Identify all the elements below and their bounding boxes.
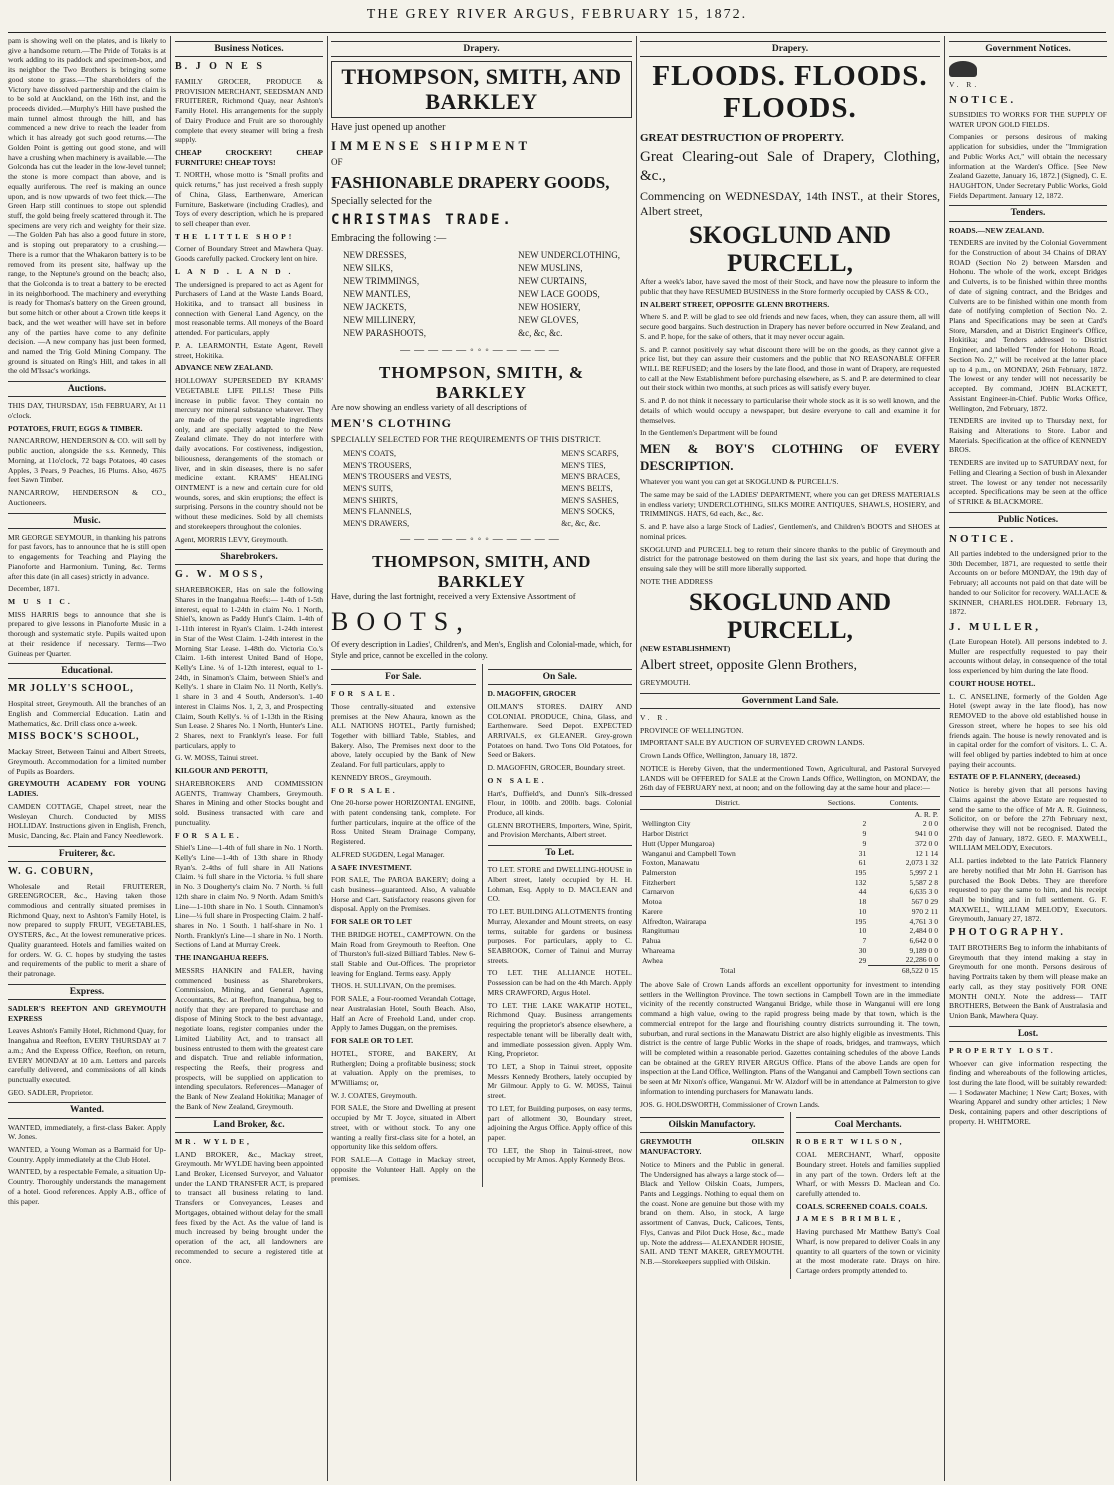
tender-3: TENDERS are invited up to SATURDAY next, for Felling and Clearing a Section of bush in Alexander street. The lowest or any tender not necessarily accepted. Specifications may be seen at the office of STRIKE & BLACKMORE. <box>949 458 1107 506</box>
property-lost-body: Whoever can give information respecting the finding and whereabouts of the following articles, lost during the late flood, will be suitably rewarded:— 1 Sodawater Machine; 1 New Cart; Boxes, with Wearing Apparel and sundry other articles; 1 New Desk, containing papers and other descriptions of property. H. WHITMORE. <box>949 1058 1107 1126</box>
table-row <box>640 829 940 839</box>
forsale-4: FOR SALE, a Four-roomed Verandah Cottage, near Australasian Hotel, South Beach. Also, Half an Acre of Freehold Land, under crop. Apply to James Duggan, on the premises. <box>331 994 476 1033</box>
drapery-list-left <box>343 249 426 340</box>
oilskin-title: GREYMOUTH OILSKIN MANUFACTORY. <box>640 1137 784 1157</box>
crockery-title: CHEAP CROCKERY! CHEAP FURNITURE! CHEAP TOYS! <box>175 147 323 167</box>
auction-signature: NANCARROW, HENDERSON & CO., Auctioneers. <box>8 488 166 507</box>
wanted-ad: WANTED, by a respectable Female, a situation Up-Country. Thoroughly understands the management of a hotel. Good references. Apply A.B., office of this paper. <box>8 1167 166 1206</box>
list-item: MEN'S FLANNELS, <box>343 507 412 517</box>
to-let-ad: TO LET. STORE and DWELLING-HOUSE in Albert street, lately occupied by H. H. Lohman, Esq. Apply to D. MACLEAN and CO. <box>487 865 632 904</box>
forsale-let-signature: THOS. H. SULLIVAN, On the premises. <box>331 981 456 991</box>
table-row <box>640 878 940 888</box>
stock-paragraph: S. and P. do not think it necessary to particularise their whole stock as it is so well known, and the details of which would occupy a newspaper, but desire everyone to call and examine it for themselves. <box>640 396 940 425</box>
sections-cell: 7 <box>862 936 867 946</box>
land-title: L A N D . L A N D . <box>175 266 294 276</box>
sections-cell: 30 <box>858 945 867 955</box>
list-item: NEW MUSLINS, <box>518 262 583 273</box>
district-cell: Wellington City <box>642 819 691 829</box>
sections-cell: 9 <box>862 829 867 839</box>
list-item: MEN'S SASHES, <box>561 495 619 505</box>
clearing-out-line: Great Clearing-out Sale of Drapery, Clothing, &c., <box>640 149 940 184</box>
table-header: District. <box>640 796 815 809</box>
clothing-list-left <box>343 448 451 529</box>
sections-cell: 29 <box>858 955 867 965</box>
list-item: NEW PARASHOOTS, <box>343 328 427 339</box>
sections-cell: 31 <box>858 848 867 858</box>
fruiterer-body: Wholesale and Retail FRUITERER, GREENGROCER, &c., Having taken those commodious and centrally situated premises in Richmond Quay, next to Ashton's Family Hotel, is now prepared to supply FRUIT, VEGETABLES, OYSTERS, &c., At the lowest remunerative prices. Quality guaranteed. Hotels and families waited on for orders. W. G. C. hopes by studying the tastes and requirements of the public to merit a share of their patronage. <box>8 881 166 979</box>
list-item: NEW JACKETS, <box>343 302 407 313</box>
column-5 <box>949 36 1107 1481</box>
contents-cell: 2,484 0 0 <box>909 926 938 936</box>
sharebrokers-heading: Sharebrokers. <box>175 549 323 565</box>
moss-body: SHAREBROKER, Has on sale the following Shares in the Inangahua Reefs:— 1-4th of 1-5th interest, equal to 1-24th in claim No. 1 North, Shiel's, known as Paddy Hunt's Claim. 1-4th of 1-11th interest in Ryan's Claim. 1-24th interest in Star of the West Claim. 1-24th interest in the Morning Star Lease. 1-48th do. Victoria Co.'s Claim. 1-6th interest United Band of Hope, Kelly's Line. ¼ of 1-12th interest, equal to 1-24th, in Sinamon's Claim, between Shiel's and Kelly's. 1 share in Claim No. 11 North, Kelly's. 1 share in 3 and 4 South, Anderson's. 1-40 interest in Claims Nos. 1, 2, 3, and Prospecting Claim, South Kelly's. ¼ of 1-13th in the Rising Sun Lease. 2 Shares No. 1 North, Hunter's Line. 2 Shares, next to Franklyn's lease. For full particulars, apply to <box>175 585 323 750</box>
photography-body: TAIT BROTHERS Beg to inform the inhabitants of Greymouth that they intend making a stay in Greymouth for one month. Persons desirous of having Portraits taken by them will please make an early call, as they stay positively FOR ONE MONTH ONLY. Note the address— TAIT BROTHERS, Between the Bank of Australasia and Union Bank, Mawhera Quay. <box>949 942 1107 1020</box>
express-signature: GEO. SADLER, Proprietor. <box>8 1087 94 1097</box>
column-divider <box>327 36 328 1481</box>
express-title: SADLER'S REEFTON AND GREYMOUTH EXPRESS <box>8 1003 166 1023</box>
of-line: OF <box>331 157 343 168</box>
wanted-heading: Wanted. <box>8 1102 166 1118</box>
list-item: MEN'S TROUSERS and VESTS, <box>343 472 452 482</box>
music-notice-2-title: M U S I C. <box>8 596 73 606</box>
column-3 <box>331 36 632 1481</box>
clothing-heading: MEN & BOY'S CLOTHING OF EVERY DESCRIPTION. <box>640 441 940 473</box>
list-item: &c, &c, &c. <box>561 518 601 528</box>
school-1-title: MR JOLLY'S SCHOOL, <box>8 683 134 695</box>
wylde-title: MR. WYLDE, <box>175 1136 252 1146</box>
district-cell: Alfredton, Wairarapa <box>642 916 707 926</box>
list-item: NEW CURTAINS, <box>518 276 587 287</box>
district-cell: Awhea <box>642 955 663 965</box>
land-signature: P. A. LEARMONTH, Estate Agent, Revell street, Hokitika. <box>175 340 323 360</box>
court-title: COURT HOUSE HOTEL. <box>949 678 1036 688</box>
sections-cell: 195 <box>854 916 867 926</box>
column-divider <box>636 36 637 1481</box>
advance-signature: Agent, MORRIS LEVY, Greymouth. <box>175 534 288 544</box>
kilgour-title: KILGOUR AND PEROTTI, <box>175 766 268 776</box>
auction-title: POTATOES, FRUIT, EGGS & TIMBER. <box>8 423 143 433</box>
district-cell: Palmerston <box>642 868 677 878</box>
showing-line: Are now showing an endless variety of all descriptions of <box>331 402 527 413</box>
thanks-paragraph: SKOGLUND and PURCELL beg to return their sincere thanks to the public of Greymouth and district for the patronage bestowed on them during the last six years, and hope that during the ensuing sale they will be still more liberally supported. <box>640 544 940 574</box>
clothing-list-right <box>561 448 620 529</box>
lower-ads <box>640 1112 940 1279</box>
contents-cell: 941 0 0 <box>915 829 938 839</box>
fruiterer-heading: Fruiterer, &c. <box>8 846 166 862</box>
boots-description: Of every description in Ladies', Children's, and Men's, English and Colonial-made, which, for Style and price, cannot be excelled in the colony. <box>331 640 632 660</box>
district-cell: Carnarvon <box>642 887 675 897</box>
list-item: MEN'S SHIRTS, <box>343 495 398 505</box>
province-line: PROVINCE OF WELLINGTON. <box>640 725 744 735</box>
music-heading: Music. <box>8 513 166 529</box>
land-broker-heading: Land Broker, &c. <box>175 1117 323 1133</box>
contents-cell: 4,761 3 0 <box>909 916 938 926</box>
photography-title: PHOTOGRAPHY. <box>949 927 1066 939</box>
sections-cell: 132 <box>854 877 867 887</box>
table-header: Contents. <box>868 796 940 809</box>
drapery-heading-2: Drapery. <box>640 41 940 57</box>
list-item: MEN'S BELTS, <box>561 484 613 494</box>
tenders-heading: Tenders. <box>949 205 1107 221</box>
advance-body: HOLLOWAY SUPERSEDED BY KRAMS' VEGETABLE LIFE PILLS! These Pills increase in public favor. They contain no mercury nor mineral substance whatever. They are made of the purest vegetable ingredients only, and are specially adapted to the New Zealand climate. They do not interfere with daily avocations. For costiveness, indigestion, biliousness, derangements of the stomach or liver, and in skin diseases, there is no safer medicine extant. KRAMS' HEALING OINTMENT is a new and certain cure for old wounds, sores, and skin eruptions; the effect is surprising. Persons in the country should not be without these medicines. Sold by all chemists and storekeepers throughout the colonies. <box>175 376 323 531</box>
land-table-body <box>640 819 940 965</box>
land-sale-body: The above Sale of Crown Lands affords an excellent opportunity for investment to intending settlers in the Wellington Province. The town sections in Campbell Town are in the immediate vicinity of the recently constructed Wanganui Bridge, while those in Wanganui will ere long command a high value, owing to the rapid progress being made by that town, which is the commercial entrepot for the large and flourishing country districts surrounding it. The town, suburban, and rural sections in the Manawatu District are also highly eligible as investments. This district is the centre of large Public Works in the shape of roads, bridges, and tramways, which will be completed within a reasonable period. Gazettes containing schedules of the above Lands can be obtained at the GREY RIVER ARGUS Office. Plans of the above Lands are open for inspection at the Land Office, Wellington. Plans of the Wanganui and Campbell Town sections can be seen at Mr Nixon's office, Wanganui. Mr W. Alzdorf will be in attendance at Palmerston to give information to intending purchasers for Manawatu lands. <box>640 979 940 1096</box>
tsb-heading-2: THOMPSON, SMITH, & BARKLEY <box>378 363 584 402</box>
forsale-7: FOR SALE—A Cottage in Mackay street, opposite the Volunteer Hall. Apply on the premises. <box>331 1154 476 1184</box>
express-heading: Express. <box>8 984 166 1000</box>
district-cell: Harbor District <box>642 829 689 839</box>
magoffin-signature: D. MAGOFFIN, GROCER, Boundary street. <box>487 763 626 773</box>
little-shop-title: THE LITTLE SHOP! <box>175 231 295 241</box>
forsale-5-title: FOR SALE OR TO LET. <box>331 1036 414 1046</box>
estate-body: Notice is hereby given that all persons having Claims against the above Estate are requested to send the same to the office of Mr A. R. Guinness, Solicitor, on or before the 27th February next, otherwise they will not be recognised. Dated the 27th day of January, 1872. GEO. F. MAXWELL, WILLIAM MELODY, Executors. <box>949 785 1107 853</box>
list-item: &c, &c, &c. <box>518 328 563 339</box>
discount-paragraph: S. and P. cannot positively say what discount there will be on the goods, as they cannot give a price list, but they can assure their customers and the public that NO REASONABLE OFFER WILL BE REFUSED; and the losers by the late flood, and those in want of Drapery, are requested to call at the New Establishment before purchasing elsewhere, as S. and P. are determined to clear out their stock within two months, at such prices as will satisfy every buyer. <box>640 344 940 393</box>
forsale-2-signature: ALFRED SUGDEN, Legal Manager. <box>331 849 445 859</box>
vr-line: V. R. <box>640 712 671 722</box>
column-4 <box>640 36 940 1481</box>
table-row <box>640 955 940 965</box>
district-cell: Wanganui and Campbell Town <box>642 848 736 858</box>
wylde-body: LAND BROKER, &c., Mackay street, Greymouth. Mr WYLDE having been appointed Land Broker, Licensed Surveyor, and Valuator under the LAND TRANSFER ACT, is prepared to transact all business relating to land. Transfers or Conveyances, Leases and Mortgages, obtained without delay for the small fees fixed by the Act. As the value of land is much increased by being brought under the operation of the act, all landowners are recommended to secure a registered title at once. <box>175 1149 323 1266</box>
embracing-line: Embracing the following :— <box>331 233 447 245</box>
clothing-list <box>331 448 632 529</box>
total-value: 68,522 0 15 <box>868 966 940 976</box>
albert-street-line: IN ALBERT STREET, OPPOSITE GLENN BROTHERS. <box>640 299 830 309</box>
column-divider <box>170 36 171 1481</box>
column-2 <box>175 36 323 1481</box>
boots-paragraph: S. and P. have also a large Stock of Ladies', Gentlemen's, and Children's BOOTS and SHOES at nominal prices. <box>640 522 940 541</box>
contents-cell: 372 0 0 <box>915 838 938 848</box>
masthead-rule <box>8 32 1106 33</box>
notice-title: NOTICE. <box>949 93 1017 106</box>
onsale-2-title: ON SALE. <box>487 775 547 785</box>
important-line: IMPORTANT SALE BY AUCTION OF SURVEYED CROWN LANDS. <box>640 738 865 748</box>
district-cell: Whareama <box>642 945 675 955</box>
school-1-body: Hospital street, Greymouth. All the branches of an English and Commercial Education. Latin and Mathematics, &c. Drill class once a-week. <box>8 699 166 728</box>
to-let-ad: TO LET, the Shop in Tainui-street, now occupied by Mr Amos. Apply Kennedy Bros. <box>487 1145 632 1165</box>
whatever-line: Whatever you want you can get at SKOGLUND & PURCELL'S. <box>640 477 839 487</box>
christmas-line: CHRISTMAS TRADE. <box>331 212 514 229</box>
forsale-let-title: FOR SALE OR TO LET <box>331 917 412 927</box>
drapery-heading: Drapery. <box>331 41 632 57</box>
oilskin-body: Notice to Miners and the Public in general. The Undersigned has always a large stock of— Black and Yellow Oilskin Coats, Jumpers, Pants and Leggings. Nothing to equal them on the coast. None are genuine but those with my brand on them. Also, in stock, A large assortment of Canvas, Duck, Calicoes, Tents, Flys, Canvas and Pilot Duck Hose, &c., made up. Note the address— ALEXANDER HOSIE, SAIL AND TENT MAKER, GREYMOUTH. N.B.—Storekeepers supplied with Oilskin. <box>640 1159 784 1267</box>
immense-line: IMMENSE SHIPMENT <box>331 137 532 153</box>
contents-cell: 2,073 1 32 <box>905 858 938 868</box>
onsale-2-signature: GLENN BROTHERS, Importers, Wine, Spirit, and Provision Merchants, Albert street. <box>487 820 632 840</box>
list-item: MEN'S TIES, <box>561 460 606 470</box>
wanted-ad: WANTED, immediately, a first-class Baker. Apply W. Jones. <box>8 1122 166 1142</box>
forsale-5-signature: W. J. COATES, Greymouth. <box>331 1090 417 1100</box>
where-paragraph: Where S. and P. will be glad to see old friends and new faces, when, they can assure them, all will secure good bargains. Such destruction in Drapery has never before occurred in New Zealand, and S. and P. hope, for the sake of others, that it may never occur again. <box>640 312 940 341</box>
forsale-1-title: FOR SALE. <box>331 689 398 699</box>
contents-cell: 22,286 0 0 <box>905 955 938 965</box>
office-line: Crown Lands Office, Wellington, January 18, 1872. <box>640 751 798 761</box>
list-item: NEW DRESSES, <box>343 249 407 260</box>
roads-title: ROADS.—NEW ZEALAND. <box>949 225 1045 235</box>
music-notice-1: MR GEORGE SEYMOUR, in thanking his patrons for past favors, has to announce that he is still open to engagements for Teaching and Playing the Pianoforte and Harmonium. Tuning, &c. Terms after this date (in all cases) strictly in advance. <box>8 532 166 581</box>
table-row <box>640 907 940 917</box>
jones-title: B. J O N E S <box>175 61 265 73</box>
list-item: NEW TRIMMINGS, <box>343 276 420 287</box>
brimble-title: JAMES BRIMBLE, <box>796 1214 904 1224</box>
contents-cell: 2 0 0 <box>922 819 938 829</box>
total-label: Total <box>719 965 736 975</box>
after-paragraph: After a week's labor, have saved the most of their Stock, and have now the pleasure to inform the public that they have RESUMED BUSINESS in the Store formerly occupied by CASS & CO., <box>640 277 940 296</box>
column-1 <box>8 36 166 1481</box>
court-body: L. C. ANSELINE, formerly of the Golden Age Hotel (swept away in the late flood), has now REMOVED to the above old established house in Gresson street, where he hopes to see his old friends again. The house is newly renovated and is in capital order for the comfort of visitors. L. C. A. will feel obliged by parties indebted to him at once paying their accounts. <box>949 691 1107 769</box>
contents-cell: 6,635 3 0 <box>909 887 938 897</box>
forsale-1-body: Those centrally-situated and extensive premises at the New Ahaura, known as the ALL NATIONS HOTEL, Partly furnished; Together with billiard Table, Stables, and Bakery. Also, The Premises next door to the above, lately occupied by the Bank of New Zealand. For full particulars, apply to <box>331 701 476 770</box>
school-3-body: CAMDEN COTTAGE, Chapel street, near the Wesleyan Church. Conducted by MISS HOLLIDAY. Instructions given in English, French, Music, Dancing, &c. Plain and Fancy Needlework. <box>8 801 166 840</box>
contents-cell: 567 0 29 <box>911 897 938 907</box>
tsb-heading: THOMPSON, SMITH, AND BARKLEY <box>331 61 632 118</box>
inangahua-body: MESSRS HANKIN and FALER, having commenced business as Sharebrokers, Commission, Mining, and General Agents, Accountants, &c. at Reefton, Inangahua, beg to notify that they are prepared to purchase and dispose of Mining Stock to the best advantage, negotiate loans, register companies under the Limited Liability Act, and to transact all business entrusted to them with the greatest care and dispatch. True and reliable information, respecting the Reefs, their progress and prospects, will be supplied on application to intending speculators. References—Manager of the Bank of New Zealand Hokitika; Manager of the Bank of New Zealand, Greymouth. <box>175 965 323 1111</box>
note-address: NOTE THE ADDRESS <box>640 576 713 586</box>
onsale-column <box>482 664 633 1187</box>
oilskin-column <box>640 1112 784 1279</box>
district-cell: Hutt (Upper Mungaroa) <box>642 838 715 848</box>
educational-heading: Educational. <box>8 663 166 679</box>
list-item: NEW UNDERCLOTHING, <box>518 249 620 260</box>
all-parties-body: ALL parties indebted to the late Patrick Flannery are hereby notified that Mr John H. Garrison has purchased the Book Debts. They are therefore requested to pay the same to him, and his receipt shall be binding and in full settlement. G. F. MAXWELL, WILLIAM MELODY, Executors. Greymouth, January 27, 1872. <box>949 856 1107 924</box>
wilson-body: COAL MERCHANT, Wharf, opposite Boundary street. Hotels and families supplied in any part of the town. Orders left at the Wharf, or with Messrs D. Maclean and Co. carefully attended to. <box>796 1150 940 1199</box>
oilskin-heading: Oilskin Manufactory. <box>640 1117 784 1133</box>
jones-body: FAMILY GROCER, PRODUCE & PROVISION MERCHANT, SEEDSMAN AND FRUITERER, Richmond Quay, near Ashton's Family Hotel. His arrangements for the supply of Dairy Produce and Fruit are so thoroughly complete that every steamer will bring a fresh supply. <box>175 76 323 145</box>
coal-heading: Coal Merchants. <box>796 1117 940 1133</box>
district-cell: Foxton, Manawatu <box>642 858 700 868</box>
list-item: NEW GLOVES, <box>518 315 579 326</box>
floods-heading: FLOODS. FLOODS. FLOODS. <box>652 60 928 125</box>
table-row <box>640 849 940 859</box>
vr-line-2: V. R. <box>949 80 980 90</box>
specially-line: Specially selected for the <box>331 196 432 208</box>
crockery-body: T. NORTH, whose motto is "Small profits and quick returns," has just received a fresh supply of China, Glass, Earthenware, American Furniture, Basketware (including Cradles), and Toys of every description, which he is prepared to sell cheaper than ever. <box>175 170 323 229</box>
muller-title: J. MULLER, <box>949 620 1042 633</box>
land-body: The undersigned is prepared to act as Agent for Purchasers of Land at the Waste Lands Board, Hokitika, and to transact all business in connection with General Land Agency, on the most reasonable terms. All moneys of the Board attended. For particulars, apply <box>175 279 323 338</box>
list-item: NEW LACE GOODS, <box>518 289 600 300</box>
table-header: Sections. <box>815 796 868 809</box>
contents-cell: 5,997 2 1 <box>909 868 938 878</box>
mining-news: pam is showing well on the plates, and is likely to give a handsome return.—The Pride of Totaks is at work adding to its paddock and specimen-box, and its neighbor the Two Brothers is bringing some good stone to grass.—The shareholders of the Victory have dissolved partnership and the claim is to be sold at Auckland, on the 16th inst, and the proceeds divided.—Murphy's Hill have pushed the main tunnel almost through the hill, and has commenced a new drive to reach the leader from which it has already got such good returns.—The Golden Point is getting out good stone, and will have a crushing when machinery is available.—The Golconda has cut the leader in the low-level tunnel; the stone is more compact than above, and is equally auriferous. The reef is making an ounce upon, and is now upwards of two feet thick.—The Green Harp still continues to stope out splendid stuff, the gold being freely scattered through it. The specimens are very rich and weighty for their size.—The Golden Pah has also a good future in store, and is stoping out preparatory to a crushing.—There is a rumor that the Whakaron battery is to be removed from its present site, halfway up the range, to the Neptune's ground on the beach; also, that the Golconda is to treat a battery to be erected in its neighborhood. The machinery and everything is ready for Thomas's battery on the Green ground, but some hitch or other about a Crown title keeps it back, and the wet weather will have set in before any of the parties have come to any definite decision. —A new company has just been formed, and named the Trig Gold Mining Company. The ground is situated on Ring's Hill, and takes in all the old M'Issac's workings. <box>8 36 166 376</box>
list-item: NEW MILLINERY, <box>343 315 416 326</box>
to-let-ad: TO LET. THE ALLIANCE HOTEL. Possession can be had on the 4th March. Apply MRS CRAWFORD, Argus Hotel. <box>487 968 632 997</box>
contents-cell: 12 1 14 <box>915 848 938 858</box>
tender-2: TENDERS are invited up to Thursday next, for Raising and Alterations to Store. Labor and Materials. Specification at the office of KENNEDY BROS. <box>949 416 1107 455</box>
property-lost-title: PROPERTY LOST. <box>949 1045 1056 1055</box>
land-table <box>640 796 940 976</box>
forsale-2-body: One 20-horse power HORIZONTAL ENGINE, with patent condensing tank, complete. For further particulars, inquire at the office of the Ross United Steam Drainage Company, Registered. <box>331 798 476 847</box>
land-sale-heading: Government Land Sale. <box>640 693 940 709</box>
onsale-2-body: Hart's, Duffield's, and Dunn's Silk-dressed Flour, in 100lb. and 200lb. bags. Colonial Produce, all kinds. <box>487 788 632 817</box>
roads-body: TENDERS are invited by the Colonial Government for the Construction of about 34 Chains of DRAY ROAD (Section No 2) between Marsden and Hohonu. The whole of the work, except Bridges and Culverts, is to be finished within three months of date of signing contract, and the Bridges and Culverts are to be finished within one month from date of notifying completion of Section No. 2. Plans and Specifications may be seen at Card's Store, Marsden, and at District Engineer's Office, Hokitika; and Tenders addressed to District Engineer, and labelled "Tender for Hohonu Road, Section No. 2," will be received at the latter place up to 4 p.m., on MONDAY, 26th February, 1872. The lowest or any tender will not necessarily be accepted. By command, JOHN BLACKETT, Assistant Engineer-in-Chief. Public Works Office, Wellington, 2nd February, 1872. <box>949 238 1107 413</box>
little-shop-body: Corner of Boundary Street and Mawhera Quay. Goods carefully packed. Crockery lent on hire. <box>175 244 323 264</box>
table-row <box>640 936 940 946</box>
safe-body: FOR SALE, The PAROA BAKERY; doing a cash business—guaranteed. Also, A valuable Horse and Cart. Satisfactory reasons given for disposal. Apply on the Premises. <box>331 875 476 914</box>
notice-paragraph: NOTICE is Hereby Given, that the undermentioned Town, Agricultural, and Pastoral Surveyed LANDS will be OFFERED for SALE at the Crown Lands Office, Wellington, on MONDAY, the 26th day of FEBRUARY next, at noon; and on the following day at the same hour and place:— <box>640 763 940 793</box>
express-body: Leaves Ashton's Family Hotel, Richmond Quay, for Inangahua and Reefton, EVERY THURSDAY at 7 a.m.; And the Express Office, Reefton, on return, EVERY MONDAY at 10 a.m. Letters and parcels carefully delivered, and commissions of all kinds punctually executed. <box>8 1026 166 1084</box>
forsale-heading: For Sale. <box>331 669 476 685</box>
sections-cell: 61 <box>858 858 867 868</box>
table-row <box>640 839 940 849</box>
table-row <box>640 946 940 956</box>
to-let-ad: TO LET. THE LAKE WAKATIP HOTEL, Richmond Quay. Business arrangements requiring the proprietor's absence elsewhere, a respectable tenant will be liberally dealt with, and immediate possession given. Apply Wm. King, Proprietor. <box>487 1000 632 1059</box>
great-destruction: GREAT DESTRUCTION OF PROPERTY. <box>640 131 844 144</box>
list-item: MEN'S DRAWERS, <box>343 518 410 528</box>
table-row <box>640 887 940 897</box>
list-item: MEN'S SOCKS, <box>561 507 615 517</box>
advance-title: ADVANCE NEW ZEALAND. <box>175 363 273 373</box>
magoffin-title: D. MAGOFFIN, GROCER <box>487 689 577 699</box>
fruiterer-name: W. G. COBURN, <box>8 865 94 877</box>
table-row <box>640 917 940 927</box>
sections-cell: 9 <box>862 838 867 848</box>
column-divider <box>944 36 945 1481</box>
sections-cell: 2 <box>862 819 867 829</box>
ornament: —————◦◦◦————— <box>400 345 563 357</box>
table-row <box>640 868 940 878</box>
forsale-5-body: HOTEL, STORE, and BAKERY, At Rutherglen; Doing a profitable business; stock at valuation. Apply on the premises, to M'Williams; or, <box>331 1048 476 1087</box>
table-row <box>640 819 940 829</box>
forsale-1-signature: KENNEDY BROS., Greymouth. <box>331 772 432 782</box>
wilson-title: ROBERT WILSON, <box>796 1137 905 1147</box>
district-cell: Fitzherbert <box>642 877 676 887</box>
list-item: MEN'S SUITS, <box>343 484 393 494</box>
crest-icon <box>949 61 977 77</box>
ladies-paragraph: The same may be said of the LADIES' DEPARTMENT, where you can get DRESS MATERIALS in endless variety; UNDERCLOTHING, SILKS MOIRE ANTIQUES, SHAWLS, HOSIERY, and TRIMMINGS. HATS, 6d each, &c., &c. <box>640 489 940 519</box>
forsale-6: FOR SALE, the Store and Dwelling at present occupied by Mr T. Joyce, situated in Albert street, with or without stock. To any one wanting a really first-class site for a hotel, an opportunity like this seldom offers. <box>331 1103 476 1152</box>
gents-line: In the Gentlemen's Department will be found <box>640 428 778 438</box>
brimble-body: Having purchased Mr Matthew Batty's Coal Wharf, is now prepared to deliver Coals in any quantity to all quarters of the town or vicinity at the most moderate rate. Drays on hire. Cartage orders promptly attended to. <box>796 1227 940 1276</box>
public-notices-heading: Public Notices. <box>949 512 1107 528</box>
forsale-2-title: FOR SALE. <box>331 785 398 795</box>
tsb-heading-3: THOMPSON, SMITH, AND BARKLEY <box>372 552 591 591</box>
royal-crest <box>949 61 1107 77</box>
mens-clothing-line: MEN'S CLOTHING <box>331 416 453 431</box>
to-let-ad: TO LET. BUILDING ALLOTMENTS fronting Murray, Alexander and Mount streets, on easy terms, suitable for gardens or business purposes. For particulars, apply to C. SEABROOK, Corner of Tainui and Murray streets. <box>487 907 632 965</box>
school-2-title: MISS BOCK'S SCHOOL, <box>8 731 140 743</box>
notice-2-body: All parties indebted to the undersigned prior to the 30th December, 1871, are requested to settle their Accounts on or before MONDAY, the 19th day of February; all accounts not paid on that date will be handed to our Solicitor for recovery. WALLACE & SKINNER, CHARLES HOLDER. February 13, 1872. <box>949 548 1107 617</box>
table-row <box>640 858 940 868</box>
opened-line: Have just opened up another <box>331 121 446 133</box>
district-cell: Motoa <box>642 897 662 907</box>
moss-signature: G. W. MOSS, Tainui street. <box>175 753 259 763</box>
list-item: NEW MANTLES, <box>343 289 411 300</box>
to-let-ad: TO LET, a Shop in Tainui street, opposite Messrs Kennedy Brothers, lately occupied by Mr Gilmour. Apply to G. W. MOSS, Tainui street. <box>487 1061 632 1101</box>
music-notice-2: MISS HARRIS begs to announce that she is prepared to give lessons in Pianoforte Music in a thorough and systematic style. Pupils waited upon at their residence if necessary. Terms—Two Guineas per Quarter. <box>8 609 166 658</box>
muller-body: (Late European Hotel). All persons indebted to J. Muller are respectfully requested to pay their accounts without delay, in consequence of the total loss experienced by him during the late flood. <box>949 637 1107 676</box>
list-item: MEN'S COATS, <box>343 449 397 459</box>
sections-cell: 195 <box>854 868 867 878</box>
auctions-heading: Auctions. <box>8 381 166 397</box>
onsale-heading: On Sale. <box>488 669 633 685</box>
masthead: THE GREY RIVER ARGUS, FEBRUARY 15, 1872. <box>366 7 748 22</box>
business-notices-heading: Business Notices. <box>175 41 323 57</box>
drapery-list <box>331 249 632 340</box>
safe-title: A SAFE INVESTMENT. <box>331 862 412 872</box>
forsale-column <box>331 664 476 1187</box>
address-line: Albert street, opposite Glenn Brothers, <box>640 658 857 674</box>
coal-column <box>790 1112 940 1279</box>
contents-cell: 9,189 0 0 <box>909 945 938 955</box>
wanted-ad: WANTED, a Young Woman as a Barmaid for Up-Country. Apply immediately at the Club Hotel. <box>8 1145 166 1164</box>
music-date: December, 1871. <box>8 584 60 594</box>
moss-title: G. W. MOSS, <box>175 569 266 581</box>
magoffin-body: OILMAN'S STORES. DAIRY AND COLONIAL PRODUCE, China, Glass, and Earthenware. Seed Depot. EXPECTED ARRIVALS, ex GLEANER. Grey-grown Potatoes on hand. Two Tons Old Potatoes, for Seed or Bakers. <box>487 701 632 760</box>
land-sale-signature: JOS. G. HOLDSWORTH, Commissioner of Crown Lands. <box>640 1099 820 1109</box>
drapery-list-right <box>518 249 620 340</box>
government-notices-heading: Government Notices. <box>949 41 1107 57</box>
contents-cell: 970 2 11 <box>911 906 938 916</box>
district-cell: Rangitumau <box>642 926 680 936</box>
school-3-title: GREYMOUTH ACADEMY FOR YOUNG LADIES. <box>8 779 166 799</box>
to-let-ad: TO LET, for Building purposes, on easy terms, part of allotment 30, Boundary street, adjoining the Argus Office. Apply office of this paper. <box>487 1103 632 1142</box>
assortment-line: Have, during the last fortnight, received a very Extensive Assortment of <box>331 591 576 602</box>
skoglund-heading: SKOGLUND AND PURCELL, <box>688 222 892 277</box>
units-label: A. R. P. <box>914 809 938 819</box>
estate-title: ESTATE OF P. FLANNERY, (deceased.) <box>949 772 1081 782</box>
classifieds <box>331 664 632 1187</box>
auction-date: THIS DAY, THURSDAY, 15th FEBRUARY, At 11 o'clock. <box>8 401 166 421</box>
list-item: MEN'S TROUSERS, <box>343 460 412 470</box>
table-row <box>640 926 940 936</box>
list-item: NEW SILKS, <box>343 262 393 273</box>
list-item: NEW HOSIERY, <box>518 302 581 313</box>
coals-title: COALS. SCREENED COALS. COALS. <box>796 1201 928 1211</box>
list-item: MEN'S BRACES, <box>561 472 620 482</box>
notice-2-title: NOTICE. <box>949 532 1017 545</box>
to-let-heading: To Let. <box>488 845 633 861</box>
sections-cell: 10 <box>858 926 867 936</box>
skoglund-heading-2: SKOGLUND AND PURCELL, <box>688 589 892 644</box>
auction-body: NANCARROW, HENDERSON & CO. will sell by public auction, alongside the s.s. Kennedy, This Morning, at 11o'clock, 72 bags Potatoes, 40 cases Apples, 3 Pears, 9 Peaches, 16 Plums. Also, 4675 feet Sawn Timber. <box>8 436 166 485</box>
lost-heading: Lost. <box>949 1026 1107 1042</box>
inangahua-title: THE INANGAHUA REEFS. <box>175 953 269 963</box>
district-cell: Pahua <box>642 936 661 946</box>
list-item: MEN'S SCARFS, <box>561 449 619 459</box>
sections-cell: 18 <box>858 897 867 907</box>
commencing-line: Commencing on WEDNESDAY, 14th INST., at their Stores, Albert street, <box>640 188 940 218</box>
fashionable-line: FASHIONABLE DRAPERY GOODS, <box>331 172 610 192</box>
kilgour-body: SHAREBROKERS AND COMMISSION AGENTS, Tramway Chambers, Greymouth. Shares in Mining and other Stocks bought and sold. Business transacted with care and punctuality. <box>175 778 323 827</box>
forsale-let-body: THE BRIDGE HOTEL, CAMPTOWN. On the Main Road from Greymouth to Reefton. One of Thurston's full-sized Billiard Tables. New 6-stall Stable and Out-Offices. The proprietor leaving for England. Terms easy. Apply <box>331 929 476 978</box>
new-establishment: (NEW ESTABLISHMENT) <box>640 644 731 654</box>
table-row <box>640 897 940 907</box>
ornament: —————◦◦◦————— <box>400 534 563 546</box>
school-2-body: Mackay Street, Between Tainui and Albert Streets, Greymouth. Accommodation for a limited number of Pupils as Boarders. <box>8 747 166 776</box>
forsale-body: Shiel's Line—1-4th of full share in No. 1 North. Kelly's Line—1-4th of 13th share in Rhody Ryan's. 2-4ths of full share in All Nations Claim. ¼ full share in the Victoria. ¼ full share in No. 3 Dougherty's claim No. 7 North. ¼ full 12th share in claim No. 9 North. Adam Smith's Line—1-10th share in No. 1 South. Cinnamon's Line—¼ full share in Prospecting Claim. 2 half-shares in No. 1 South. 1 half-share in No. 1 North. Franklyn's Line—1 share in No. 1 North. Sections of Land at Murray Creek. <box>175 843 323 950</box>
specially-district-line: SPECIALLY SELECTED FOR THE REQUIREMENTS OF THIS DISTRICT. <box>331 434 601 445</box>
sections-cell: 10 <box>858 906 867 916</box>
subsidies-line: SUBSIDIES TO WORKS FOR THE SUPPLY OF WATER UPON GOLD FIELDS. <box>949 109 1107 129</box>
sections-cell: 44 <box>858 887 867 897</box>
greymouth-line: GREYMOUTH. <box>640 678 691 688</box>
district-cell: Karere <box>642 906 663 916</box>
gov-notice-body: Companies or persons desirous of making application for subsidies, under the "Immigration and Public Works Act," will obtain the necessary information at the Warden's Office. [See New Zealand Gazette, January 16, 1872.] (Signed), C. E. HAUGHTON, Under Secretary Public Works, Gold Fields Department. January 12, 1872. <box>949 132 1107 200</box>
boots-line: BOOTS, <box>331 607 471 637</box>
contents-cell: 5,587 2 8 <box>909 877 938 887</box>
contents-cell: 6,642 0 0 <box>909 936 938 946</box>
forsale-title: FOR SALE. <box>175 830 242 840</box>
